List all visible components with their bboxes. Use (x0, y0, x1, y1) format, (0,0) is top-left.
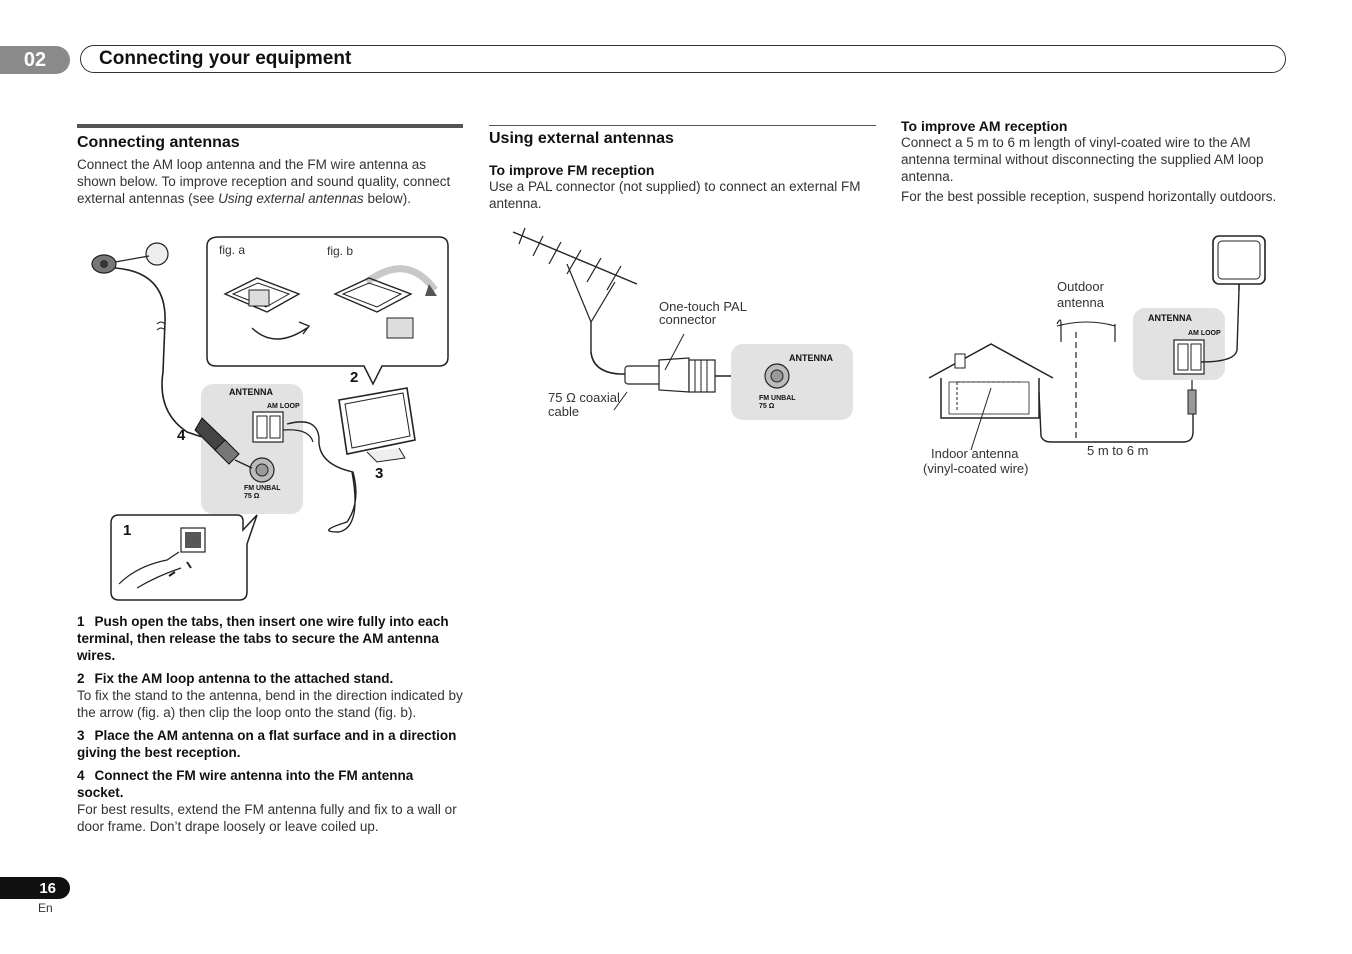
indoor-label-line1: Indoor antenna (931, 446, 1019, 461)
section-rule (77, 124, 463, 128)
panel-ohm-label: 75 Ω (759, 403, 775, 410)
section-connecting-antennas (77, 134, 463, 207)
section-external-antennas (489, 130, 876, 212)
panel-antenna-label: ANTENNA (789, 353, 833, 363)
page-number-badge (0, 877, 70, 899)
step-1-title: 1 Push open the tabs, then insert one wire fully into each terminal, then release the tabs to secure the AM antenna wires. (77, 614, 449, 663)
am-body-2: For the best possible reception, suspend horizontally outdoors. (901, 189, 1277, 204)
am-external-antenna-diagram (901, 232, 1287, 482)
step-3-title: 3 Place the AM antenna on a flat surface and in a direction giving the best reception. (77, 728, 457, 760)
panel-ohm-label: 75 Ω (244, 493, 260, 500)
steps-list (77, 613, 463, 835)
pal-label-line1: One-touch PAL (659, 299, 747, 314)
fm-subtitle: To improve FM reception (489, 162, 655, 178)
chapter-number: 02 (23, 48, 47, 71)
am-fm-antenna-diagram (77, 232, 463, 604)
fm-body: Use a PAL connector (not supplied) to connect an external FM antenna. (489, 179, 861, 211)
outdoor-label-line2: antenna (1057, 295, 1104, 310)
step-3-marker: 3 (375, 465, 384, 482)
chapter-number-badge (0, 46, 70, 74)
fig-callout-box (207, 237, 448, 384)
section-rule-thin (489, 125, 876, 126)
step-2-title: 2 Fix the AM loop antenna to the attached stand. (77, 671, 394, 686)
chapter-title: Connecting your equipment (99, 48, 352, 69)
step-1-marker: 1 (123, 522, 132, 539)
panel-am-loop-label: AM LOOP (1188, 330, 1221, 337)
house-icon (929, 344, 1053, 418)
step-4-marker: 4 (177, 427, 186, 444)
fm-external-antenna-diagram (489, 222, 876, 422)
section-intro: Connect the AM loop antenna and the FM wire antenna as shown below. To improve reception and sound quality, connect external antennas (see Using external antennas below). (77, 157, 451, 206)
section-am-reception (901, 118, 1287, 205)
page-number: 16 (39, 879, 56, 897)
fig-b-label: fig. b (327, 244, 354, 258)
am-subtitle: To improve AM reception (901, 118, 1068, 134)
step-4-body: For best results, extend the FM antenna fully and fix to a wall or door frame. Don’t drape loosely or leave coiled up. (77, 802, 457, 834)
panel-fm-unbal-label: FM UNBAL (244, 485, 281, 492)
section-title: Connecting antennas (77, 134, 240, 151)
step-2-marker: 2 (350, 369, 359, 386)
indoor-label-line2: (vinyl-coated wire) (923, 461, 1029, 476)
outdoor-label-line1: Outdoor (1057, 279, 1104, 294)
panel-antenna-label: ANTENNA (1148, 313, 1192, 323)
coax-label-line2: cable (548, 404, 580, 419)
am-body-1: Connect a 5 m to 6 m length of vinyl-coated wire to the AM antenna terminal without disconnecting the supplied AM loop antenna. (901, 135, 1264, 184)
coax-label-line1: 75 Ω coaxial (548, 390, 620, 405)
indoor-leader-line (971, 388, 991, 450)
panel-am-loop-label: AM LOOP (267, 403, 300, 410)
length-label: 5 m to 6 m (1087, 443, 1149, 458)
panel-fm-unbal-label: FM UNBAL (759, 395, 796, 402)
page-language: En (38, 901, 53, 915)
panel-antenna-label: ANTENNA (229, 387, 273, 397)
step-2-body: To fix the stand to the antenna, bend in the direction indicated by the arrow (fig. a) then clip the loop onto the stand (fig. b). (77, 688, 463, 720)
yagi-antenna-icon (513, 228, 637, 352)
fm-wire-antenna-icon (92, 243, 202, 437)
chapter-title-bar (80, 45, 1286, 73)
fm-terminal-panel (731, 344, 853, 420)
am-terminal-panel (1133, 308, 1225, 380)
step-4-title: 4 Connect the FM wire antenna into the FM antenna socket. (77, 768, 414, 800)
pal-label-line2: connector (659, 312, 717, 327)
section-title: Using external antennas (489, 130, 674, 147)
step-1-callout (111, 515, 257, 600)
fig-a-label: fig. a (219, 243, 246, 257)
